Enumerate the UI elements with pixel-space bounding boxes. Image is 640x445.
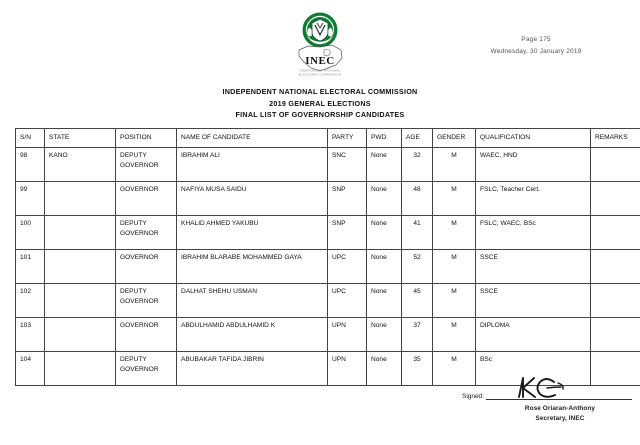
- table-cell-remarks: [591, 182, 640, 216]
- title-list: FINAL LIST OF GOVERNORSHIP CANDIDATES: [235, 110, 405, 119]
- title-organisation: INDEPENDENT NATIONAL ELECTORAL COMMISSION: [222, 87, 418, 96]
- column-header-age: AGE: [402, 129, 433, 148]
- table-cell-sn: 101: [16, 250, 45, 284]
- table-cell-qualification: FSLC, WAEC, BSc: [476, 216, 591, 250]
- column-header-position: POSITION: [116, 129, 177, 148]
- signature-line-row: [462, 393, 632, 401]
- table-cell-state: [45, 318, 116, 352]
- table-cell-remarks: [591, 216, 640, 250]
- table-cell-remarks: [591, 284, 640, 318]
- table-header-row: [16, 129, 640, 148]
- column-header-gender: GENDER: [433, 129, 476, 148]
- table-row: [16, 284, 640, 318]
- signatory-details: [462, 404, 632, 423]
- table-cell-party: SNP: [328, 216, 367, 250]
- table-cell-qualification: WAEC, HND: [476, 148, 591, 182]
- table-cell-gender: M: [433, 284, 476, 318]
- table-cell-pwd: None: [367, 352, 402, 386]
- table-cell-sn: 100: [16, 216, 45, 250]
- table-cell-name: ABUBAKAR TAFIDA JIBRIN: [177, 352, 328, 386]
- signed-label: Signed:: [462, 393, 485, 400]
- table-cell-age: 37: [402, 318, 433, 352]
- table-row: [16, 148, 640, 182]
- table-cell-position: GOVERNOR: [116, 318, 177, 352]
- table-cell-qualification: SSCE: [476, 250, 591, 284]
- table-cell-sn: 104: [16, 352, 45, 386]
- table-cell-age: 45: [402, 284, 433, 318]
- table-cell-qualification: SSCE: [476, 284, 591, 318]
- table-row: [16, 352, 640, 386]
- inec-logo: [284, 10, 356, 82]
- table-cell-age: 48: [402, 182, 433, 216]
- table-cell-position: GOVERNOR: [116, 182, 177, 216]
- table-cell-gender: M: [433, 352, 476, 386]
- table-cell-sn: 98: [16, 148, 45, 182]
- column-header-sn: S/N: [16, 129, 45, 148]
- table-cell-gender: M: [433, 148, 476, 182]
- table-cell-party: SNC: [328, 148, 367, 182]
- title-election: 2019 GENERAL ELECTIONS: [269, 98, 371, 108]
- table-cell-qualification: FSLC, Teacher Cert.: [476, 182, 591, 216]
- signature-block: [462, 393, 632, 423]
- table-cell-qualification: DIPLOMA: [476, 318, 591, 352]
- document-title-block: [0, 86, 640, 121]
- table-cell-state: [45, 352, 116, 386]
- table-cell-gender: M: [433, 318, 476, 352]
- table-cell-position: DEPUTY GOVERNOR: [116, 148, 177, 182]
- column-header-party: PARTY: [328, 129, 367, 148]
- candidates-table-container: [15, 128, 628, 386]
- signature-rule: [486, 398, 632, 400]
- table-row: [16, 216, 640, 250]
- table-cell-name: NAFIYA MUSA SAIDU: [177, 182, 328, 216]
- table-row: [16, 250, 640, 284]
- table-cell-name: IBRAHIM BLARABE MOHAMMED GAYA: [177, 250, 328, 284]
- document-date: Wednesday, 30 January 2019: [490, 48, 582, 55]
- table-cell-pwd: None: [367, 182, 402, 216]
- table-cell-sn: 102: [16, 284, 45, 318]
- table-cell-party: SNP: [328, 182, 367, 216]
- table-cell-age: 35: [402, 352, 433, 386]
- table-cell-name: IBRAHIM ALI: [177, 148, 328, 182]
- table-header: [16, 129, 640, 148]
- table-cell-party: UPN: [328, 352, 367, 386]
- table-cell-pwd: None: [367, 250, 402, 284]
- page-number: Page 175: [521, 36, 551, 43]
- table-cell-name: DALHAT SHEHU USMAN: [177, 284, 328, 318]
- table-cell-position: DEPUTY GOVERNOR: [116, 352, 177, 386]
- table-cell-age: 32: [402, 148, 433, 182]
- table-cell-party: UPN: [328, 318, 367, 352]
- table-cell-state: [45, 250, 116, 284]
- table-cell-state: [45, 216, 116, 250]
- table-row: [16, 182, 640, 216]
- table-cell-remarks: [591, 352, 640, 386]
- table-cell-party: UPC: [328, 250, 367, 284]
- table-cell-gender: M: [433, 250, 476, 284]
- table-row: [16, 318, 640, 352]
- svg-text:INDEPENDENT NATIONAL: INDEPENDENT NATIONAL: [299, 68, 341, 73]
- table-cell-pwd: None: [367, 284, 402, 318]
- candidates-table: [15, 128, 640, 386]
- table-cell-pwd: None: [367, 216, 402, 250]
- column-header-pwd: PWD: [367, 129, 402, 148]
- logo-acronym: INEC: [305, 55, 335, 67]
- table-cell-sn: 99: [16, 182, 45, 216]
- column-header-qualification: QUALIFICATION: [476, 129, 591, 148]
- signatory-name: Rose Oriaran-Anthony: [524, 405, 596, 412]
- svg-text:ELECTORAL COMMISSION: ELECTORAL COMMISSION: [298, 72, 342, 77]
- table-cell-age: 52: [402, 250, 433, 284]
- table-cell-position: DEPUTY GOVERNOR: [116, 284, 177, 318]
- table-body: [16, 148, 640, 386]
- table-cell-remarks: [591, 318, 640, 352]
- table-cell-remarks: [591, 148, 640, 182]
- table-cell-gender: M: [433, 216, 476, 250]
- table-cell-state: [45, 182, 116, 216]
- table-cell-age: 41: [402, 216, 433, 250]
- table-cell-state: [45, 284, 116, 318]
- signatory-position: Secretary, INEC: [535, 414, 585, 422]
- page-meta: [446, 36, 626, 55]
- column-header-name: NAME OF CANDIDATE: [177, 129, 328, 148]
- column-header-remarks: REMARKS: [591, 129, 640, 148]
- column-header-state: STATE: [45, 129, 116, 148]
- table-cell-party: UPC: [328, 284, 367, 318]
- table-cell-pwd: None: [367, 148, 402, 182]
- table-cell-qualification: BSc: [476, 352, 591, 386]
- table-cell-name: ABDULHAMID ABDULHAMID K: [177, 318, 328, 352]
- table-cell-gender: M: [433, 182, 476, 216]
- table-cell-name: KHALID AHMED YAKUBU: [177, 216, 328, 250]
- table-cell-pwd: None: [367, 318, 402, 352]
- table-cell-position: GOVERNOR: [116, 250, 177, 284]
- table-cell-position: DEPUTY GOVERNOR: [116, 216, 177, 250]
- table-cell-remarks: [591, 250, 640, 284]
- table-cell-sn: 103: [16, 318, 45, 352]
- table-cell-state: KANO: [45, 148, 116, 182]
